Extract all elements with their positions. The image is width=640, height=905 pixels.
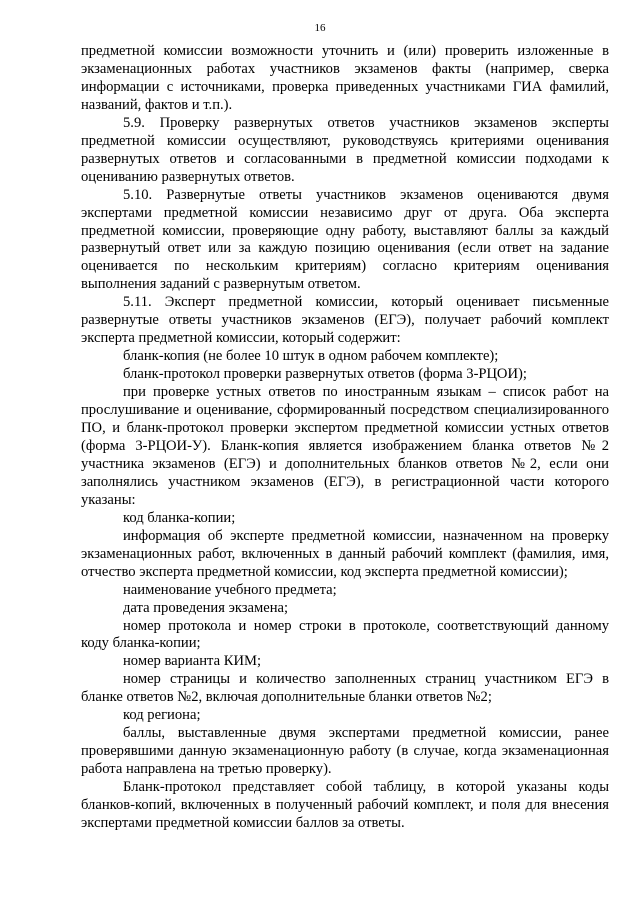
- list-item-blank-protocol: бланк-протокол проверки развернутых ответов (форма 3-РЦОИ);: [123, 366, 527, 383]
- list-item-page-number: номер страницы и количество заполненных страниц участником ЕГЭ в бланке ответов №2, включая дополнительные бланки ответов №2;: [81, 671, 609, 706]
- list-item-blank-code: код бланка-копии;: [123, 509, 236, 526]
- paragraph-blank-protocol-description: Бланк-протокол представляет собой таблицу, в которой указаны коды бланков-копий, включенных в полученный рабочий комплект, и поля для внесения экспертами предметной комиссии баллов за ответы.: [81, 779, 609, 831]
- list-item-subject-name: наименование учебного предмета;: [123, 581, 337, 598]
- list-item-oral-answers: при проверке устных ответов по иностранным языкам – список работ на прослушивание и оценивание, сформированный посредством специализированного ПО, и бланк-протокол проверки экспертом предметной комиссии устных ответов (форма 3-РЦОИ-У). Бланк-копия является изображением бланка ответов №2 участника экзаменов (ЕГЭ) и дополнительных бланков ответов №2, если они заполнялись участником экзаменов (ЕГЭ), в регистрационной части которого указаны:: [81, 384, 609, 508]
- list-item-exam-date: дата проведения экзамена;: [123, 599, 289, 616]
- paragraph-5-11: 5.11. Эксперт предметной комиссии, который оценивает письменные развернутые ответы участников экзаменов (ЕГЭ), получает рабочий комплект эксперта предметной комиссии, который содержит:: [81, 294, 609, 347]
- list-item-expert-info: информация об эксперте предметной комиссии, назначенном на проверку экзаменационных работ, включенных в данный рабочий комплект (фамилия, имя, отчество эксперта предметной комиссии, код эксперта предметной комиссии);: [81, 527, 609, 580]
- list-item-blank-copy: бланк-копия (не более 10 штук в одном рабочем комплекте);: [123, 348, 499, 365]
- document-body: [81, 43, 609, 833]
- list-item-protocol-number: номер протокола и номер строки в протоколе, соответствующий данному коду бланка-копии;: [81, 617, 609, 652]
- list-item-kim-variant: номер варианта КИМ;: [123, 653, 262, 670]
- list-item-previous-scores: баллы, выставленные двумя экспертами предметной комиссии, ранее проверявшими данную экзаменационную работу (в случае, когда экзаменационная работа направлена на третью проверку).: [81, 725, 609, 778]
- paragraph-5-9: 5.9. Проверку развернутых ответов участников экзаменов эксперты предметной комиссии осуществляют, руководствуясь критериями оценивания развернутых ответов и согласованными в предметной комиссии подходами к оцениванию развернутых ответов.: [81, 114, 609, 185]
- paragraph-5-10: 5.10. Развернутые ответы участников экзаменов оцениваются двумя экспертами предметной комиссии независимо друг от друга. Оба эксперта предметной комиссии, проверяющие одну работу, выставляют баллы за каждый развернутый ответ или за каждую позицию оценивания (если ответ на задание оценивается по нескольким критериям) согласно критериям оценивания выполнения заданий с развернутым ответом.: [81, 186, 609, 293]
- page-number: 16: [314, 22, 326, 34]
- paragraph-continuation: предметной комиссии возможности уточнить и (или) проверить изложенные в экзаменационных работах участников экзаменов факты (например, сверка информации с источниками, проверка приведенных участниками ГИА фамилий, названий, фактов и т.п.).: [81, 43, 609, 113]
- list-item-region-code: код региона;: [123, 707, 201, 724]
